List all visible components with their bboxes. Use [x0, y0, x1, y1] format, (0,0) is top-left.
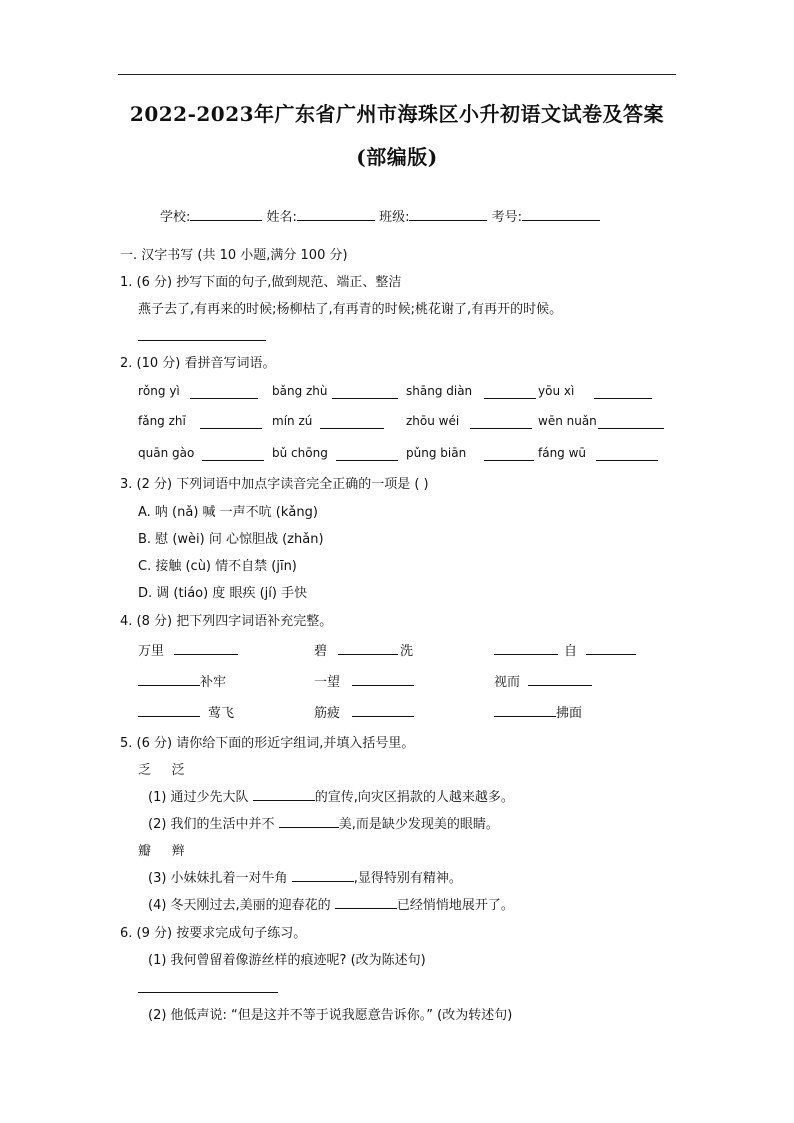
q4-word: 自: [564, 644, 578, 659]
title-line-2: (部编版): [356, 145, 438, 169]
q5-char-pair-1: 乏 泛: [138, 763, 185, 778]
q4-row-3: [138, 702, 658, 722]
pinyin: mín zú: [272, 414, 313, 428]
q2-blank[interactable]: [200, 414, 262, 429]
pinyin: fǎng zhī: [138, 414, 186, 428]
q2-blank[interactable]: [484, 384, 536, 399]
q2-blank[interactable]: [336, 446, 398, 461]
q4-row-2: [138, 671, 658, 691]
q1-answer-line[interactable]: [138, 340, 266, 341]
q4-word: 拂面: [556, 706, 583, 721]
q4-blank[interactable]: [338, 640, 398, 655]
q5-s4-rest: 已经悄悄地展开了。: [396, 898, 514, 913]
name-field[interactable]: [297, 206, 375, 221]
q5-blank[interactable]: [292, 867, 354, 882]
q4-blank[interactable]: [352, 671, 414, 686]
q5-s4-text: (4) 冬天刚过去,美丽的迎春花的: [148, 898, 331, 913]
q5-s3-text: (3) 小妹妹扎着一对牛角: [148, 871, 288, 886]
q4-word: 莺飞: [208, 706, 235, 721]
q4-blank[interactable]: [174, 640, 238, 655]
q2-blank[interactable]: [594, 384, 652, 399]
q2-stem: 2. (10 分) 看拼音写词语。: [120, 356, 276, 371]
q4-word: 视而: [494, 675, 521, 690]
pinyin: quān gào: [138, 446, 195, 460]
q4-blank[interactable]: [138, 671, 200, 686]
q5-s2-text: (2) 我们的生活中并不: [148, 817, 275, 832]
q4-blank[interactable]: [494, 640, 558, 655]
class-field[interactable]: [409, 206, 487, 221]
q5-sentence-3: [148, 867, 462, 886]
q6-answer-line[interactable]: [138, 992, 278, 993]
q4-word: 一望: [314, 675, 341, 690]
q3-stem: 3. (2 分) 下列词语中加点字读音完全正确的一项是 ( ): [120, 477, 429, 492]
q5-sentence-1: [148, 786, 514, 805]
top-rule: [118, 74, 676, 75]
q6-stem: 6. (9 分) 按要求完成句子练习。: [120, 926, 307, 941]
school-label: 学校:: [160, 210, 191, 225]
q4-blank[interactable]: [494, 702, 556, 717]
q4-blank[interactable]: [352, 702, 414, 717]
class-label: 班级:: [379, 210, 410, 225]
pinyin: fáng wū: [538, 446, 587, 460]
q2-blank[interactable]: [202, 446, 264, 461]
q5-s1-rest: 的宣传,向灾区捐款的人越来越多。: [314, 790, 514, 805]
q5-stem: 5. (6 分) 请你给下面的形近字组词,并填入括号里。: [120, 736, 415, 751]
q4-word: 万里: [138, 644, 165, 659]
q4-word: 补牢: [200, 675, 227, 690]
school-field[interactable]: [190, 206, 262, 221]
q2-blank[interactable]: [596, 446, 658, 461]
pinyin: bǎng zhù: [272, 384, 328, 398]
pinyin: rǒng yì: [138, 384, 180, 398]
exam-no-label: 考号:: [491, 210, 522, 225]
q5-blank[interactable]: [279, 813, 339, 828]
pinyin: wēn nuǎn: [538, 414, 597, 428]
q5-s1-text: (1) 通过少先大队: [148, 790, 249, 805]
q4-word: 碧: [314, 644, 328, 659]
q5-char-pair-2: 瓣 辫: [138, 844, 185, 859]
q4-word: 洗: [400, 644, 414, 659]
q1-stem: 1. (6 分) 抄写下面的句子,做到规范、端正、整洁: [120, 275, 402, 290]
q3-option-c[interactable]: C. 接触 (cù) 情不自禁 (jīn): [138, 559, 297, 574]
q2-blank[interactable]: [484, 446, 534, 461]
q5-sentence-2: [148, 813, 499, 832]
student-info: [160, 206, 600, 225]
pinyin: shāng diàn: [406, 384, 473, 398]
q4-row-1: [138, 640, 658, 660]
q4-word: 筋疲: [314, 706, 341, 721]
exam-no-field[interactable]: [522, 206, 600, 221]
q2-blank[interactable]: [320, 414, 384, 429]
q3-option-b[interactable]: B. 慰 (wèi) 问 心惊胆战 (zhǎn): [138, 532, 324, 547]
q5-s3-rest: ,显得特别有精神。: [353, 871, 462, 886]
q4-blank[interactable]: [138, 702, 200, 717]
q2-blank[interactable]: [470, 414, 532, 429]
q4-blank[interactable]: [586, 640, 636, 655]
q3-option-a[interactable]: A. 呐 (nǎ) 喊 一声不吭 (kǎng): [138, 505, 318, 520]
q6-sentence-1: (1) 我何曾留着像游丝样的痕迹呢? (改为陈述句): [148, 953, 426, 968]
q6-sentence-2: (2) 他低声说: “但是这并不等于说我愿意告诉你。” (改为转述句): [148, 1008, 513, 1023]
section-heading: 一. 汉字书写 (共 10 小题,满分 100 分): [120, 248, 348, 263]
q1-sentence: 燕子去了,有再来的时候;杨柳枯了,有再青的时候;桃花谢了,有再开的时候。: [138, 302, 563, 317]
pinyin: bǔ chōng: [272, 446, 328, 460]
q2-blank[interactable]: [190, 384, 258, 399]
pinyin: zhōu wéi: [406, 414, 460, 428]
q5-blank[interactable]: [335, 894, 397, 909]
q3-option-d[interactable]: D. 调 (tiáo) 度 眼疾 (jí) 手快: [138, 586, 308, 601]
q4-stem: 4. (8 分) 把下列四字词语补充完整。: [120, 614, 333, 629]
q5-s2-rest: 美,而是缺少发现美的眼睛。: [338, 817, 499, 832]
pinyin: yōu xì: [538, 384, 575, 398]
q2-blank[interactable]: [598, 414, 664, 429]
pinyin: pǔng biān: [406, 446, 467, 460]
title-line-1: 2022-2023年广东省广州市海珠区小升初语文试卷及答案: [129, 102, 665, 126]
name-label: 姓名:: [266, 210, 297, 225]
q2-blank[interactable]: [332, 384, 398, 399]
q4-blank[interactable]: [528, 671, 592, 686]
q5-sentence-4: [148, 894, 514, 913]
q5-blank[interactable]: [253, 786, 315, 801]
